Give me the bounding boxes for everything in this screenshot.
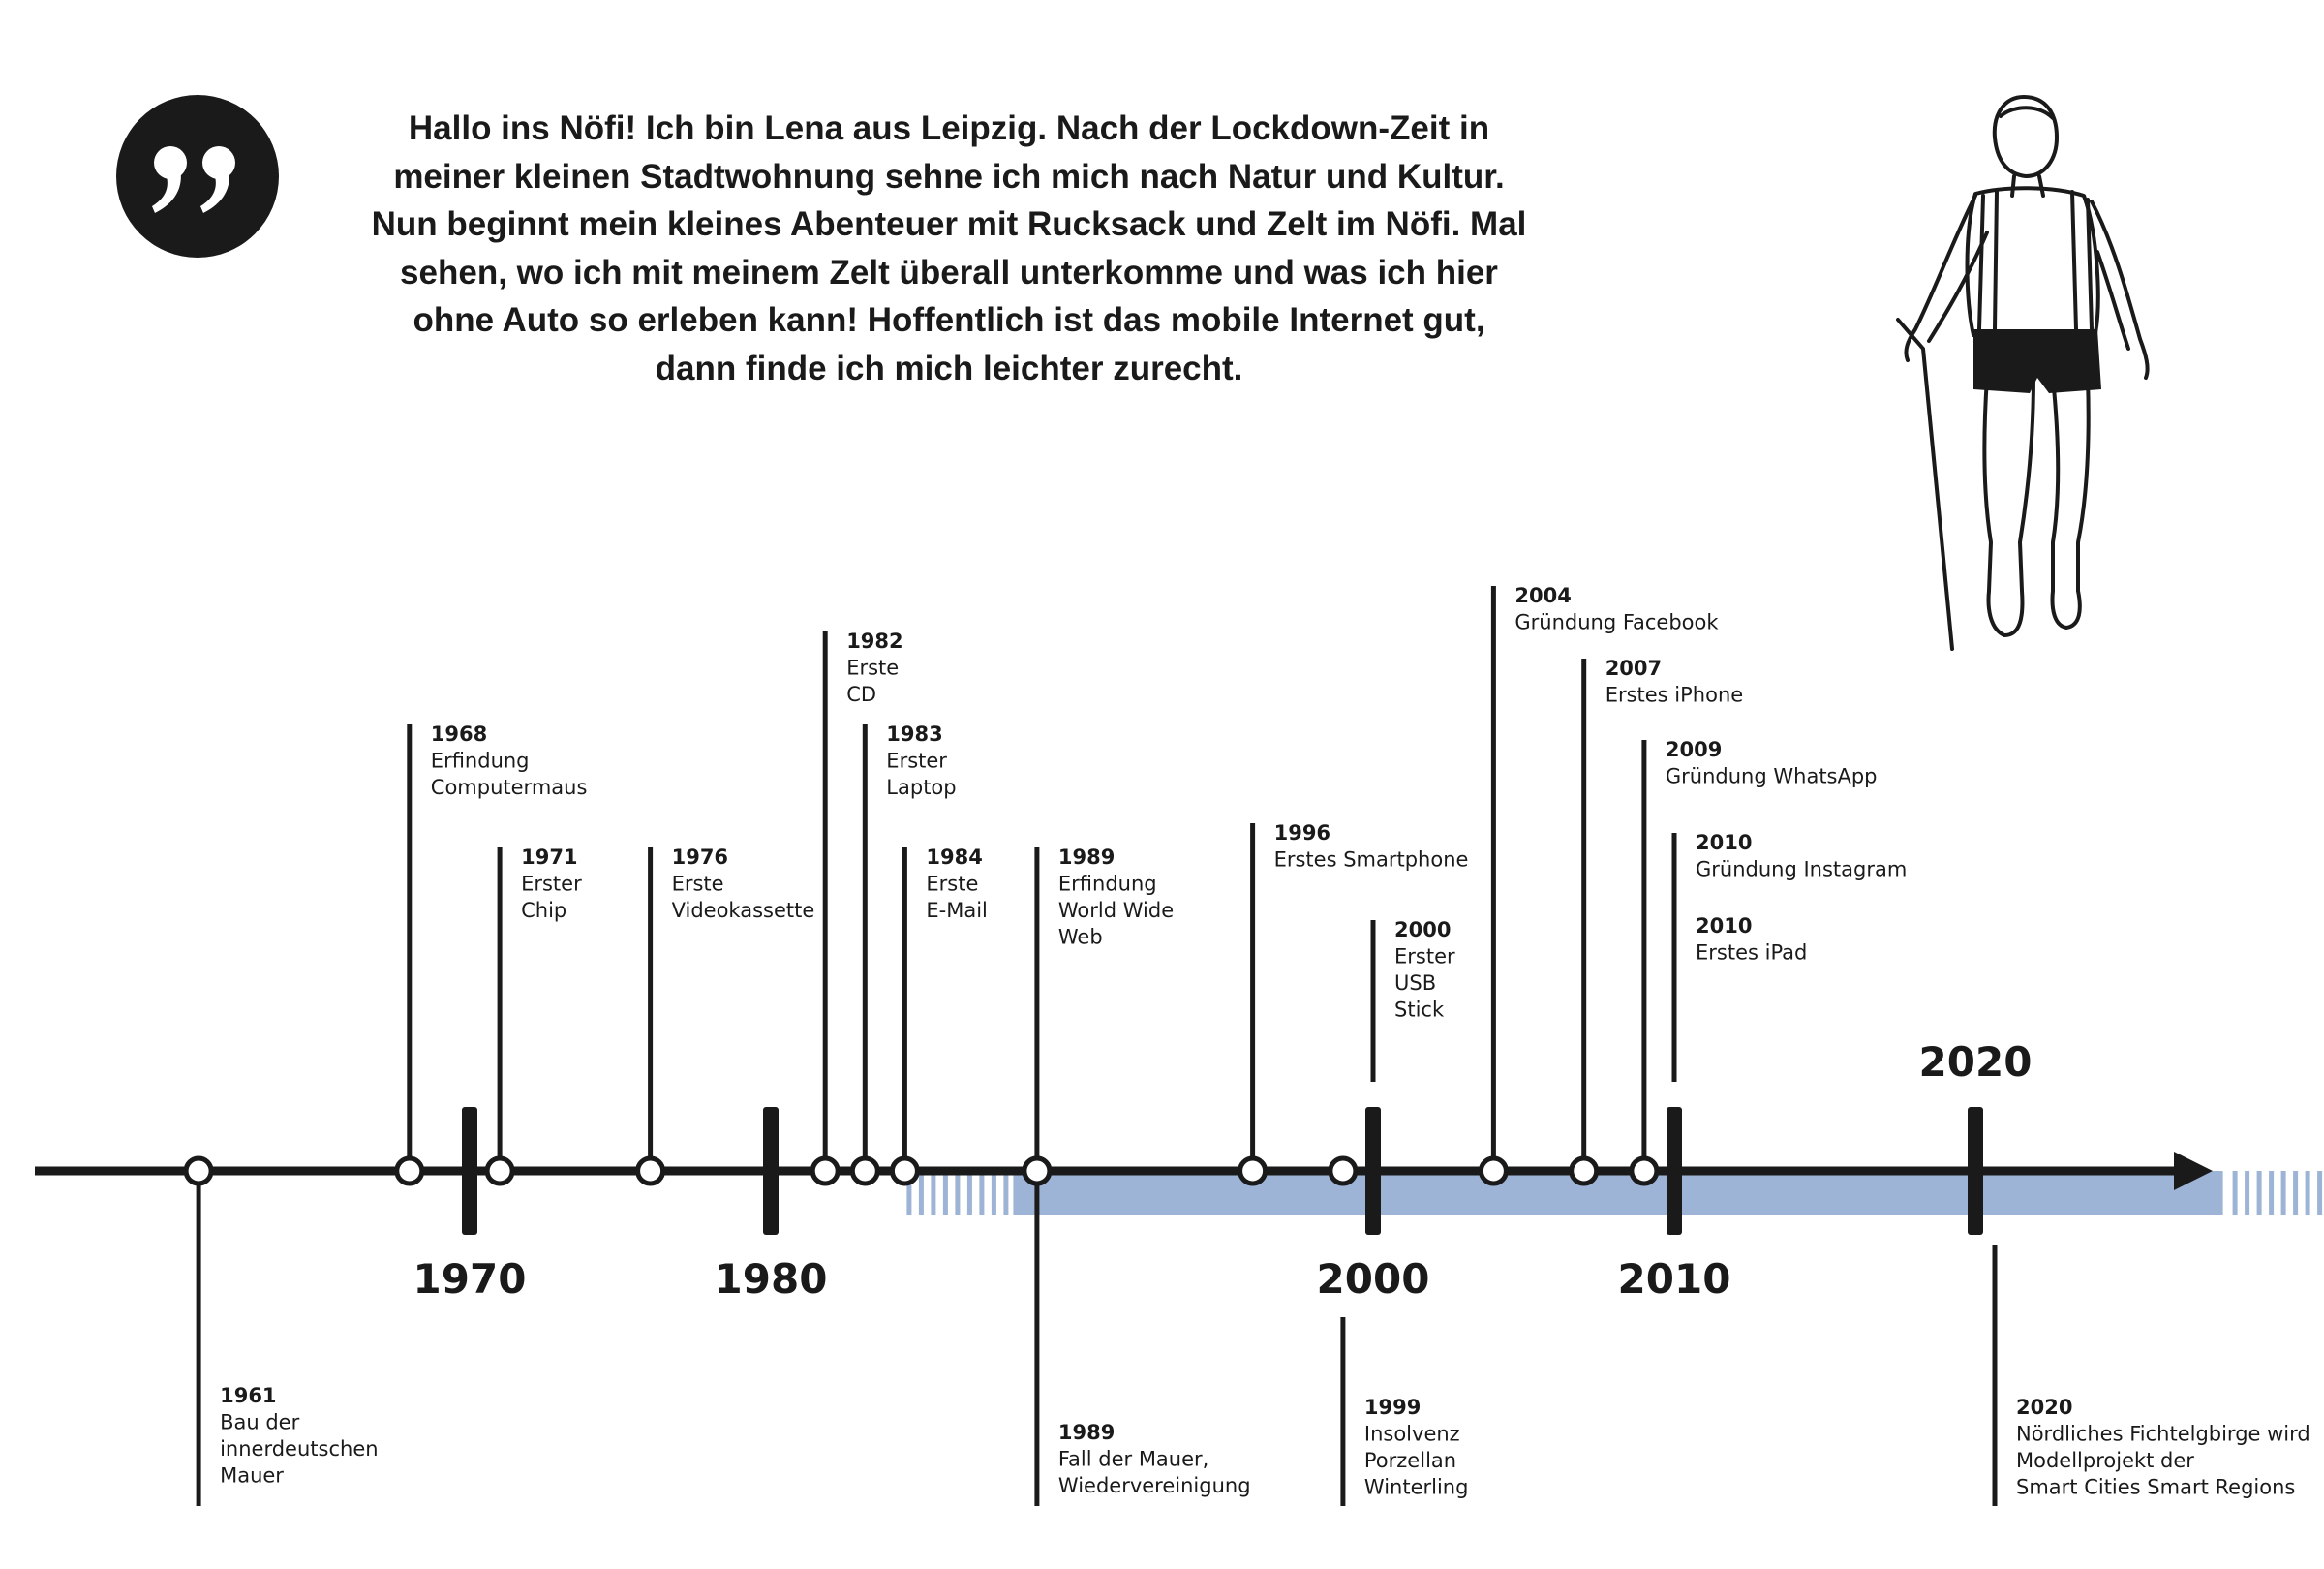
event-node [852, 1158, 877, 1184]
event-text: Erstes iPad [1696, 940, 1808, 965]
event-label [1696, 914, 1807, 965]
event-year: 1961 [220, 1384, 277, 1407]
band-hatch-right [2269, 1171, 2274, 1215]
event-text: Chip [521, 899, 567, 922]
band-hatch-left [967, 1171, 972, 1215]
event-text: Gründung WhatsApp [1665, 764, 1878, 788]
event-text: Erstes Smartphone [1273, 847, 1469, 872]
band-hatch-right [2293, 1171, 2298, 1215]
event-text: World Wide [1057, 899, 1175, 922]
event-node [1330, 1158, 1356, 1184]
event-year: 2004 [1514, 584, 1572, 607]
event-text: Winterling [1363, 1475, 1469, 1499]
event-node [186, 1158, 211, 1184]
event-text: Erster [886, 749, 947, 773]
event-year: 1989 [1057, 846, 1116, 869]
event-year: 1971 [521, 846, 578, 869]
quote-line: ohne Auto so erleben kann! Hoffentlich ist das mobile Internet gut, [413, 301, 1485, 339]
event-label [220, 1384, 378, 1488]
event-text: Videokassette [671, 899, 815, 922]
event-node [638, 1158, 663, 1184]
band-hatch-right [2306, 1171, 2310, 1215]
event-label [1394, 918, 1455, 1022]
event-text: innerdeutschen [220, 1437, 379, 1461]
decade-tick [763, 1107, 779, 1235]
band-hatch-right [2317, 1171, 2322, 1215]
event-label [521, 846, 582, 922]
decade-label: 2020 [1918, 1038, 2033, 1086]
event-text: Erster [1394, 944, 1455, 969]
decade-label: 1970 [413, 1255, 527, 1303]
event-text: Gründung Facebook [1514, 610, 1719, 634]
band-hatch-left [979, 1171, 984, 1215]
band-hatch-right [2257, 1171, 2262, 1215]
event-node [397, 1158, 422, 1184]
band-hatch-left [1003, 1171, 1008, 1215]
event-text: Modellprojekt der [2016, 1449, 2194, 1472]
decade-tick [1365, 1107, 1381, 1235]
event-year: 2009 [1665, 738, 1723, 761]
band-hatch-right [2281, 1171, 2286, 1215]
band-hatch-left [992, 1171, 996, 1215]
event-text: Erfindung [1057, 872, 1157, 896]
event-text: Porzellan [1363, 1449, 1457, 1472]
event-year: 1983 [886, 723, 943, 746]
event-node [1240, 1158, 1266, 1184]
event-label [1605, 657, 1744, 707]
band-hatch-left [955, 1171, 960, 1215]
band-solid [1013, 1171, 2222, 1215]
event-text: Web [1057, 925, 1103, 949]
event-node [487, 1158, 512, 1184]
event-text: Stick [1394, 998, 1445, 1022]
event-text: Erfindung [430, 749, 530, 773]
event-label [1058, 846, 1174, 949]
quote-line: sehen, wo ich mit meinem Zelt überall unterkomme und was ich hier [400, 253, 1498, 292]
event-label [886, 723, 956, 799]
event-label [2016, 1396, 2310, 1499]
quote-line: dann finde ich mich leichter zurecht. [655, 349, 1243, 387]
event-year: 1999 [1363, 1396, 1422, 1419]
event-text: USB [1394, 971, 1437, 995]
event-text: Mauer [220, 1463, 284, 1488]
event-text: Wiedervereinigung [1057, 1474, 1251, 1497]
event-year: 2010 [1696, 914, 1753, 938]
event-text: Smart Cities Smart Regions [2016, 1475, 2296, 1499]
event-text: CD [846, 683, 877, 706]
band-hatch-left [931, 1171, 935, 1215]
band-hatch-right [2233, 1171, 2238, 1215]
event-node [1632, 1158, 1657, 1184]
event-year: 2000 [1394, 918, 1452, 941]
decade-tick [462, 1107, 477, 1235]
event-text: Bau der [220, 1410, 300, 1434]
event-text: Gründung Instagram [1696, 857, 1908, 881]
event-year: 1982 [846, 630, 903, 653]
event-text: Fall der Mauer, [1057, 1447, 1209, 1471]
event-year: 1968 [430, 723, 488, 746]
decade-label: 2010 [1617, 1255, 1731, 1303]
band-hatch-right [2245, 1171, 2249, 1215]
event-label [672, 846, 815, 922]
event-year: 2007 [1605, 657, 1663, 680]
event-node [812, 1158, 838, 1184]
event-text: Nördliches Fichtelgbirge wird [2016, 1422, 2310, 1446]
quote-line: meiner kleinen Stadtwohnung sehne ich mich nach Natur und Kultur. [393, 157, 1505, 196]
band-hatch-left [943, 1171, 948, 1215]
event-text: Erste [846, 656, 900, 680]
decade-label: 2000 [1316, 1255, 1430, 1303]
event-year: 2020 [2016, 1396, 2073, 1419]
event-label [1274, 821, 1469, 872]
event-text: E-Mail [926, 899, 988, 922]
decade-tick [1667, 1107, 1682, 1235]
event-label [1514, 584, 1719, 634]
event-label [1364, 1396, 1469, 1499]
band-hatch-left [919, 1171, 924, 1215]
decade-label: 1980 [714, 1255, 828, 1303]
event-text: Erste [926, 872, 979, 896]
event-text: Erster [521, 872, 582, 896]
event-text: Erstes iPhone [1605, 683, 1744, 707]
event-label [926, 846, 988, 922]
event-node [1024, 1158, 1050, 1184]
event-year: 1976 [671, 846, 729, 869]
event-label [431, 723, 588, 799]
event-text: Erste [671, 872, 724, 896]
event-label [1058, 1421, 1251, 1497]
event-text: Computermaus [430, 776, 588, 799]
event-label [846, 630, 902, 706]
quote-line: Nun beginnt mein kleines Abenteuer mit Rucksack und Zelt im Nöfi. Mal [371, 205, 1527, 243]
event-node [892, 1158, 917, 1184]
event-text: Insolvenz [1363, 1422, 1460, 1446]
event-node [1481, 1158, 1506, 1184]
event-node [1572, 1158, 1597, 1184]
event-year: 1996 [1273, 821, 1331, 845]
event-year: 2010 [1696, 831, 1753, 854]
event-label [1666, 738, 1878, 788]
event-text: Laptop [886, 776, 957, 799]
event-year: 1989 [1057, 1421, 1116, 1444]
decade-tick [1968, 1107, 1983, 1235]
event-year: 1984 [926, 846, 983, 869]
event-label [1696, 831, 1907, 881]
quote-line: Hallo ins Nöfi! Ich bin Lena aus Leipzig. Nach der Lockdown-Zeit in [408, 109, 1490, 147]
